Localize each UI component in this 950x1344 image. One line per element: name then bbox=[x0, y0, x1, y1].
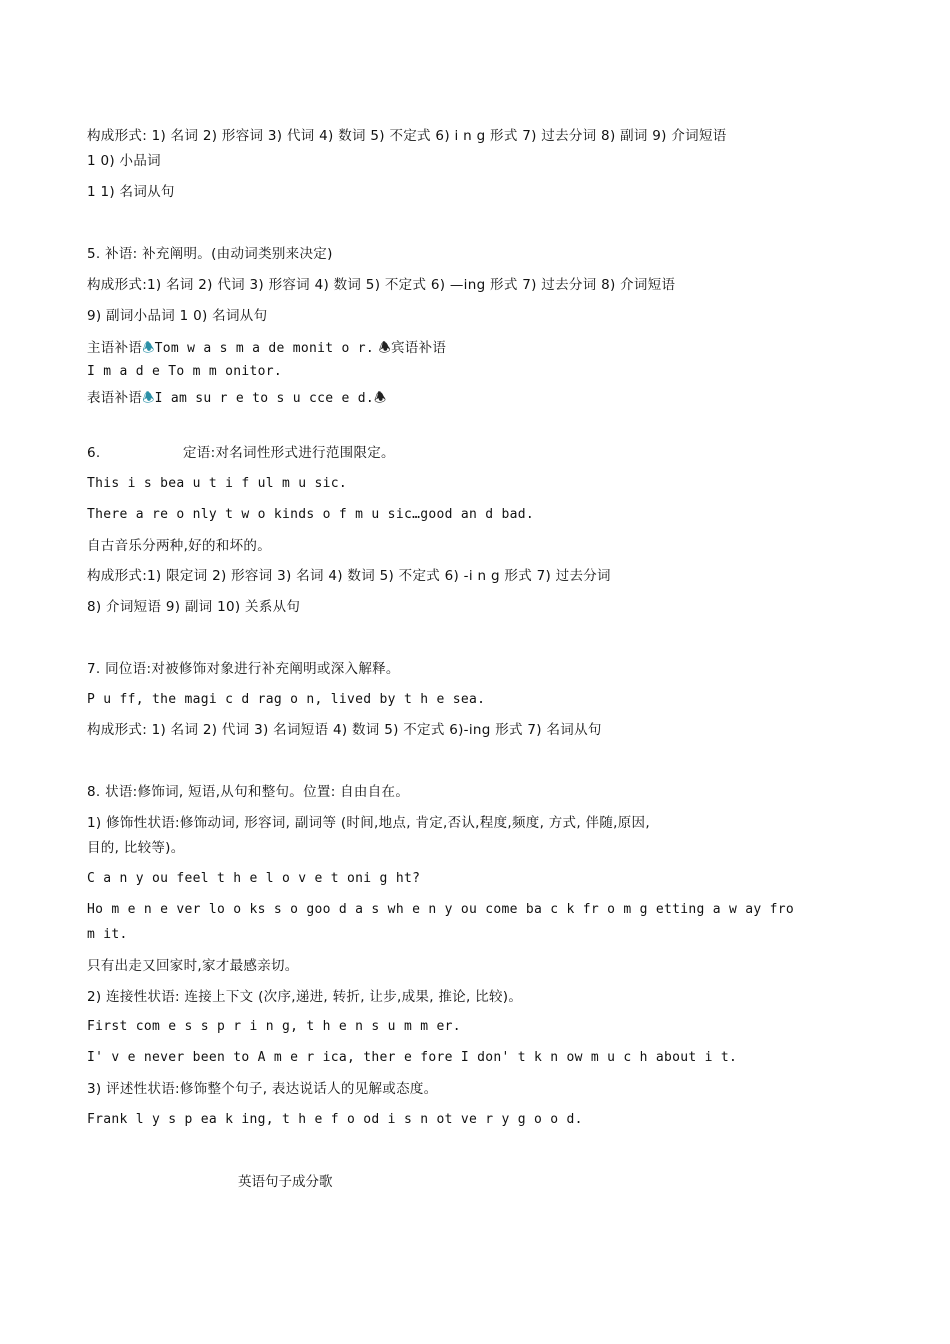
example-sentence: I m a d e To m m onitor. bbox=[87, 364, 283, 379]
text-line: 自古音乐分两种,好的和坏的。 bbox=[87, 538, 271, 554]
text-line: 构成形式: 1) 名词 2) 形容词 3) 代词 4) 数词 5) 不定式 6) i n g 形式 7) 过去分词 8) 副词 9) 介词短语 bbox=[87, 128, 727, 144]
example-sentence: There a re o nly t w o kinds o f m u sic…good an d bad. bbox=[87, 507, 534, 522]
text-line: 只有出走又回家时,家才最感亲切。 bbox=[87, 958, 299, 974]
text-line bbox=[87, 389, 887, 408]
section-heading: 7. 同位语:对被修饰对象进行补充阐明或深入解释。 bbox=[87, 661, 400, 677]
example-sentence: Tom w a s m a de monit o r. bbox=[154, 341, 375, 356]
example-sentence: P u ff, the magi c d rag o n, lived by t h e sea. bbox=[87, 692, 486, 707]
section-heading: 8. 状语:修饰词, 短语,从句和整句。位置: 自由自在。 bbox=[87, 784, 410, 800]
label-subject-complement: 主语补语 bbox=[87, 340, 143, 356]
text-line: 构成形式: 1) 名词 2) 代词 3) 名词短语 4) 数词 5) 不定式 6)-ing 形式 7) 名词从句 bbox=[87, 722, 602, 738]
text-line bbox=[87, 339, 887, 358]
example-sentence: I' v e never been to A m e r ica, ther e fore I don' t k n ow m u c h about i t. bbox=[87, 1050, 738, 1065]
section-number: 6. bbox=[87, 445, 101, 461]
bell-mark-icon: 🕭 bbox=[374, 340, 391, 356]
page-title: 英语句子成分歌 bbox=[238, 1174, 333, 1190]
example-sentence: First com e s s p r i n g, t h e n s u m m er. bbox=[87, 1019, 461, 1034]
example-sentence: C a n y ou feel t h e l o v e t oni g ht? bbox=[87, 871, 421, 886]
text-line: 构成形式:1) 限定词 2) 形容词 3) 名词 4) 数词 5) 不定式 6) -i n g 形式 7) 过去分词 bbox=[87, 568, 611, 584]
text-line: 8) 介词短语 9) 副词 10) 关系从句 bbox=[87, 599, 301, 615]
text-line: 9) 副词小品词 1 0) 名词从句 bbox=[87, 308, 268, 324]
example-sentence: m it. bbox=[87, 927, 128, 942]
label-predicative-complement: 表语补语 bbox=[87, 390, 143, 406]
section-heading bbox=[87, 444, 887, 462]
example-sentence: Ho m e n e ver lo o ks s o goo d a s wh e n y ou come ba c k fr o m g etting a w ay fro bbox=[87, 902, 795, 917]
text-line: 1) 修饰性状语:修饰动词, 形容词, 副词等 (时间,地点, 肯定,否认,程度,频度, 方式, 伴随,原因, bbox=[87, 815, 650, 831]
text-line: 1 0) 小品词 bbox=[87, 153, 161, 169]
section-heading: 5. 补语: 补充阐明。(由动词类别来决定) bbox=[87, 246, 333, 262]
text-line: 目的, 比较等)。 bbox=[87, 840, 185, 856]
example-sentence: I am su r e to s u cce e d. bbox=[154, 391, 375, 406]
example-sentence: This i s bea u t i f ul m u sic. bbox=[87, 476, 348, 491]
example-sentence: Frank l y s p ea k ing, t h e f o od i s n ot ve r y g o o d. bbox=[87, 1112, 583, 1127]
text-line: 1 1) 名词从句 bbox=[87, 184, 175, 200]
text-line: 3) 评述性状语:修饰整个句子, 表达说话人的见解或态度。 bbox=[87, 1081, 438, 1097]
text-line: 2) 连接性状语: 连接上下文 (次序,递进, 转折, 让步,成果, 推论, 比较)。 bbox=[87, 989, 523, 1005]
section-title: 定语:对名词性形式进行范围限定。 bbox=[183, 445, 395, 461]
label-object-complement: 宾语补语 bbox=[391, 340, 447, 356]
bell-mark-icon: 🕭 bbox=[142, 340, 155, 356]
bell-mark-icon: 🕭 bbox=[142, 390, 155, 406]
bell-mark-icon: 🕭 bbox=[374, 390, 387, 406]
text-line: 构成形式:1) 名词 2) 代词 3) 形容词 4) 数词 5) 不定式 6) —ing 形式 7) 过去分词 8) 介词短语 bbox=[87, 277, 676, 293]
